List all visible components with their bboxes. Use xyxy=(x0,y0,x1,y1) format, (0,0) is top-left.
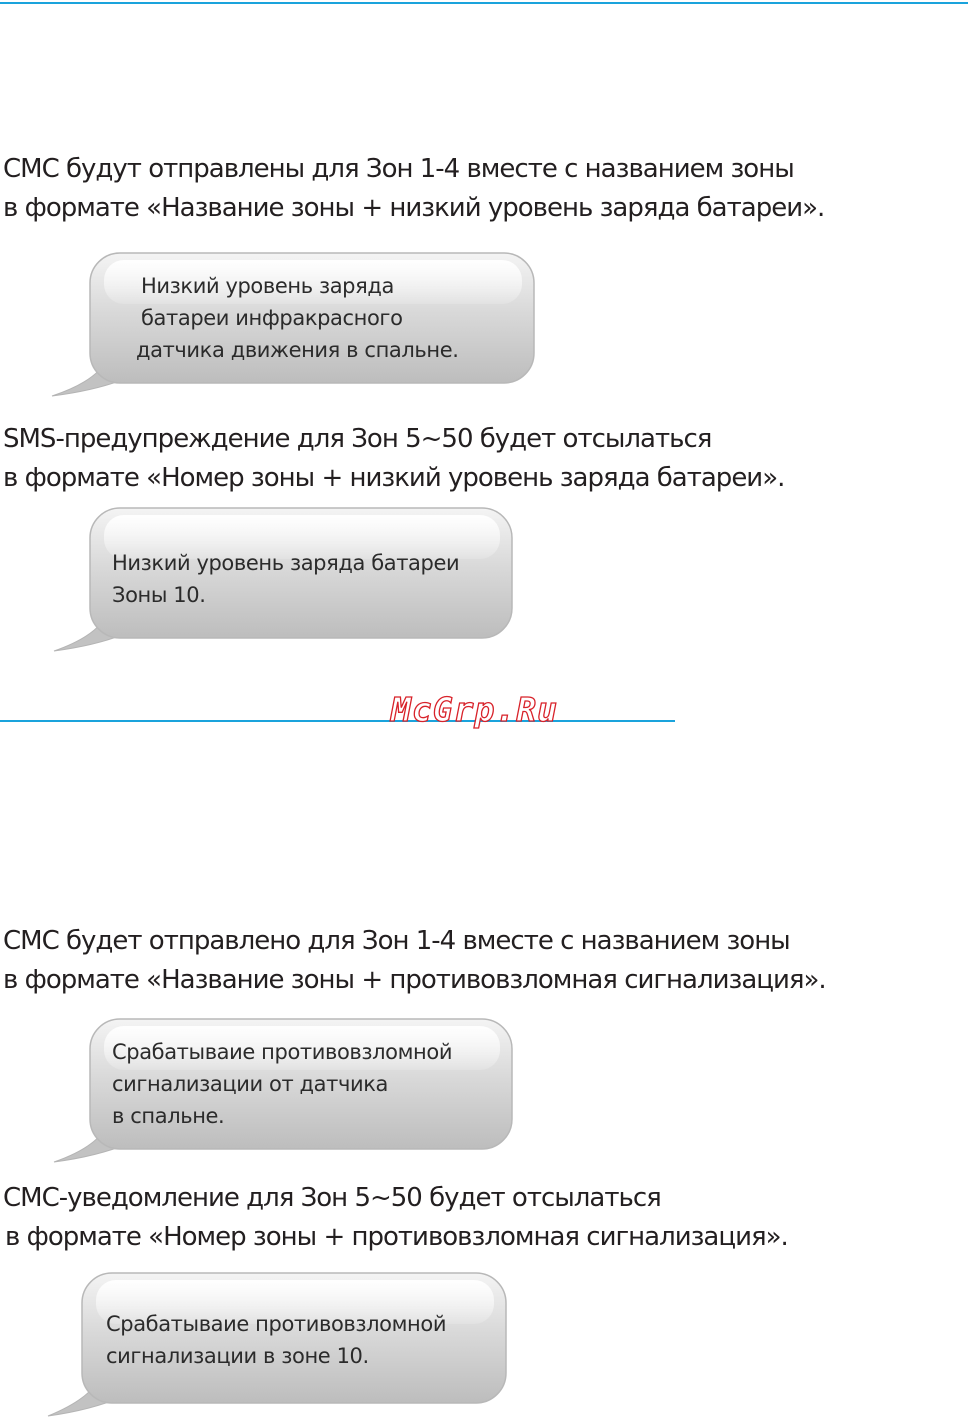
section-3-bubble-line-1: Срабатываие противовзломной xyxy=(112,1040,453,1064)
section-1-bubble-line-2: батареи инфракрасного xyxy=(141,306,403,330)
section-3-sms-bubble xyxy=(52,1018,514,1164)
section-3-line-2: в формате «Название зоны + противовзломная сигнализация». xyxy=(3,965,826,995)
section-2-bubble-line-2: Зоны 10. xyxy=(112,583,206,607)
section-4-line-1: СМС-уведомление для Зон 5~50 будет отсылаться xyxy=(3,1183,661,1213)
section-3-bubble-line-2: сигнализации от датчика xyxy=(112,1072,388,1096)
section-3-bubble-line-3: в спальне. xyxy=(112,1104,225,1128)
section-4-bubble-line-1: Срабатываие противовзломной xyxy=(106,1312,447,1336)
section-1-line-2: в формате «Название зоны + низкий уровень заряда батареи». xyxy=(3,193,825,223)
section-1-bubble-line-3: датчика движения в спальне. xyxy=(136,338,459,362)
watermark-logo: McGrp.Ru xyxy=(391,690,558,729)
section-1-line-1: СМС будут отправлены для Зон 1-4 вместе с названием зоны xyxy=(3,154,794,184)
section-2-text xyxy=(3,420,784,498)
top-divider xyxy=(0,2,968,4)
section-1-text xyxy=(3,150,824,228)
section-4-bubble-line-2: сигнализации в зоне 10. xyxy=(106,1344,369,1368)
section-1-bubble-line-1: Низкий уровень заряда xyxy=(141,274,394,298)
section-2-bubble-line-1: Низкий уровень заряда батареи xyxy=(112,551,460,575)
section-4-sms-bubble xyxy=(46,1272,508,1418)
section-2-line-1: SMS-предупреждение для Зон 5~50 будет отсылаться xyxy=(3,424,712,454)
section-1-sms-bubble xyxy=(50,252,536,398)
section-4-text xyxy=(3,1179,788,1257)
section-2-sms-bubble xyxy=(52,507,514,653)
section-3-line-1: СМС будет отправлено для Зон 1-4 вместе с названием зоны xyxy=(3,926,790,956)
section-4-line-2: в формате «Номер зоны + противовзломная сигнализация». xyxy=(5,1222,788,1252)
section-3-text xyxy=(3,922,826,1000)
middle-divider xyxy=(0,720,675,722)
section-2-line-2: в формате «Номер зоны + низкий уровень заряда батареи». xyxy=(3,463,785,493)
